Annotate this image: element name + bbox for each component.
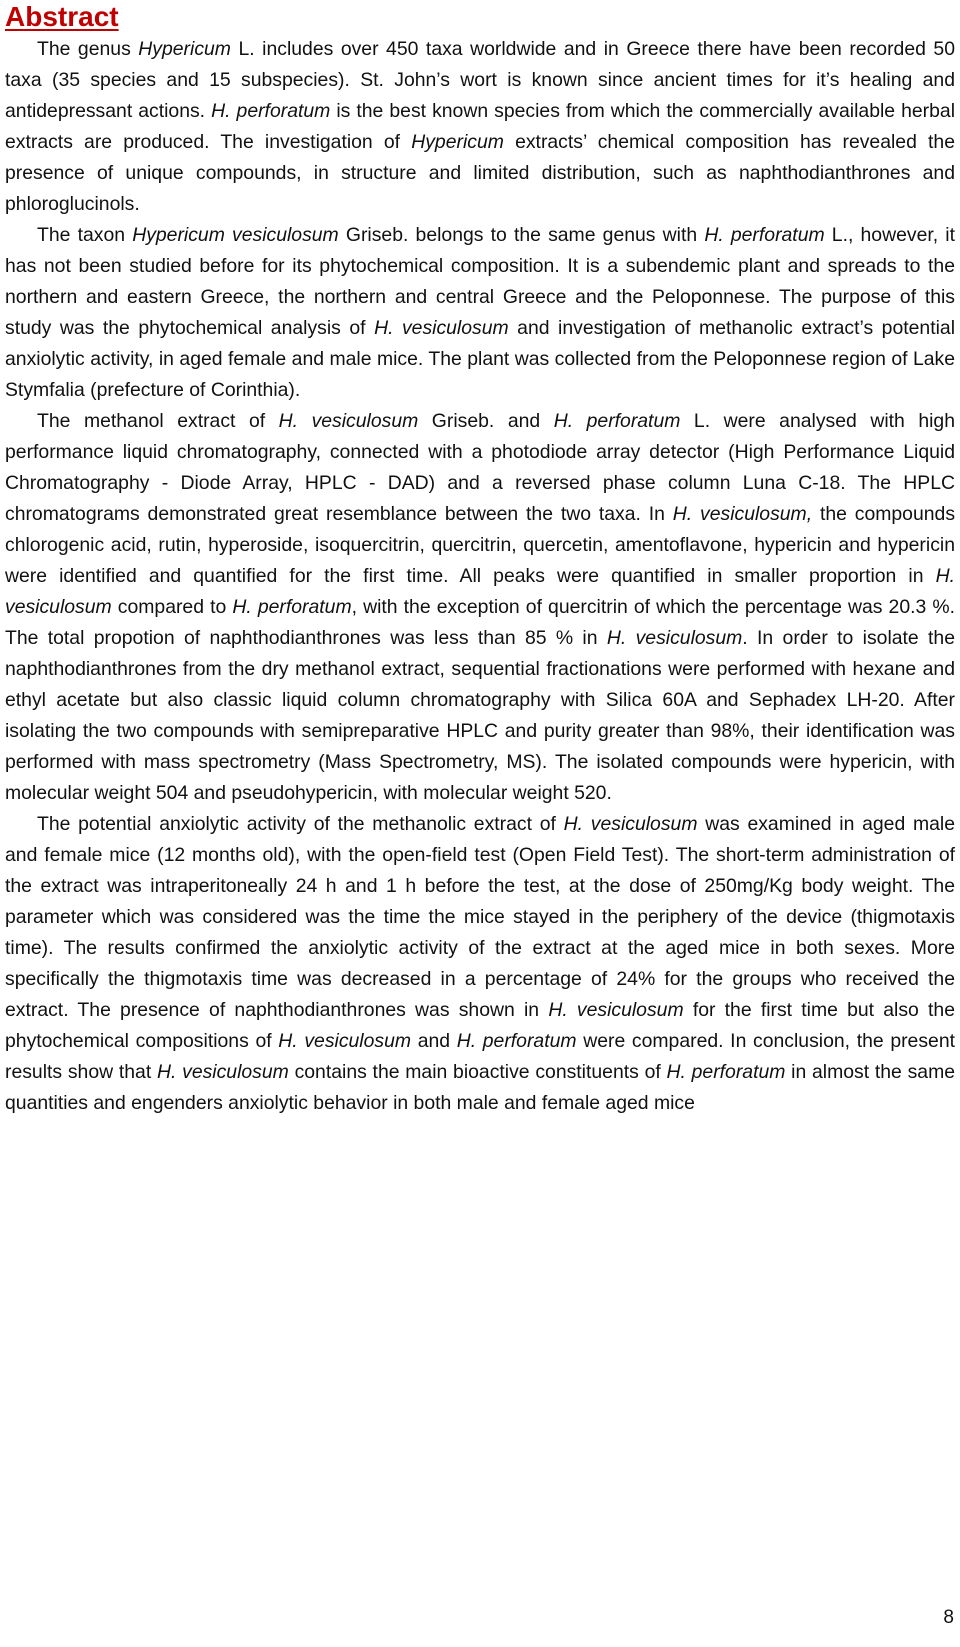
text-run: The genus — [37, 38, 139, 60]
text-run: contains the main bioactive constituents of — [288, 1061, 667, 1083]
text-run: were compared. In conclusion, the present results show that — [5, 1030, 955, 1083]
text-run: is the best known species from which the commercially available herbal extracts are produced. The investigation of — [5, 100, 956, 153]
text-run: was examined in aged male and female mice (12 months old), with the open-field test (Open Field Test). The short-term administration of the extract was intraperitoneally 24 h and 1 h before the test, at the dose of 250mg/Kg body weight. The parameter which was considered was the time the mice stayed in the periphery of the device (thigmotaxis time). The results confirmed the anxiolytic activity of the extract at the aged mice in both sexes. More specifically the thigmotaxis time was decreased in a percentage of 24% for the groups who received the extract. The presence of naphthodianthrones was shown in — [5, 813, 955, 1021]
text-run: L. includes over 450 taxa worldwide and in Greece there have been recorded 50 taxa (35 species and 15 subspecies). St. John’s wort is known since ancient times for it’s healing and antidepressant actions. — [5, 38, 955, 122]
abstract-paragraph-1 — [5, 34, 955, 220]
page-number: 8 — [943, 1607, 954, 1628]
italic-text-run: H. perforatum — [211, 100, 331, 122]
italic-text-run: H. vesiculosum — [5, 565, 955, 618]
text-run: Griseb. and — [418, 410, 554, 432]
italic-text-run: H. perforatum — [553, 410, 681, 432]
text-run: compared to — [111, 596, 233, 618]
text-run: and — [411, 1030, 457, 1052]
text-run: and investigation of methanolic extract’s potential anxiolytic activity, in aged female and male mice. The plant was collected from the Peloponnese region of Lake Stymfalia (prefecture of Corinthia). — [5, 317, 955, 401]
italic-text-run: H. vesiculosum — [156, 1061, 289, 1083]
text-run: L. were analysed with high performance liquid chromatography, connected with a photodiode array detector (High Performance Liquid Chromatography - Diode Array, HPLC - DAD) and a reversed phase column Luna C-18. The HPLC chromatograms demonstrated great resemblance between the two taxa. In — [5, 410, 955, 525]
text-run: , with the exception of quercitrin of which the percentage was 20.3 %. The total propotion of naphthodianthrones was less than 85 % in — [5, 596, 956, 649]
italic-text-run: H. perforatum — [666, 1061, 786, 1083]
text-run: . In order to isolate the naphthodianthrones from the dry methanol extract, sequential fractionations were performed with hexane and ethyl acetate but also classic liquid column chromatography with Silica 60A and Sephadex LH-20. After isolating the two compounds with semipreparative HPLC and purity greater than 98%, their identification was performed with mass spectrometry (Mass Spectrometry, MS). The isolated compounds were hypericin, with molecular weight 504 and pseudohypericin, with molecular weight 520. — [5, 627, 955, 804]
abstract-body — [5, 34, 955, 1119]
italic-text-run: H. vesiculosum — [606, 627, 743, 649]
italic-text-run: Hypericum vesiculosum — [132, 224, 339, 246]
italic-text-run: H. vesiculosum — [563, 813, 698, 835]
text-run: extracts’ chemical composition has revealed the presence of unique compounds, in structure and limited distribution, such as naphthodianthrones and phloroglucinols. — [5, 131, 955, 215]
text-run: The potential anxiolytic activity of the methanolic extract of — [37, 813, 564, 835]
italic-text-run: H. perforatum — [456, 1030, 577, 1052]
italic-text-run: Hypericum — [138, 38, 231, 60]
italic-text-run: Hypericum — [411, 131, 504, 153]
italic-text-run: H. vesiculosum — [278, 1030, 412, 1052]
italic-text-run: H. vesiculosum — [278, 410, 419, 432]
text-run: Griseb. belongs to the same genus with — [338, 224, 705, 246]
text-run: for the first time but also the phytochemical compositions of — [5, 999, 955, 1052]
italic-text-run: H. perforatum — [232, 596, 352, 618]
text-run: the compounds chlorogenic acid, rutin, hyperoside, isoquercitrin, quercitrin, quercetin, amentoflavone, hypericin and hypericin were identified and quantified for the first time. All peaks were quantified in smaller proportion in — [5, 503, 956, 587]
italic-text-run: H. vesiculosum — [374, 317, 509, 339]
italic-text-run: H. perforatum — [704, 224, 825, 246]
abstract-paragraph-4 — [5, 809, 955, 1119]
abstract-heading: Abstract — [5, 1, 119, 32]
abstract-paragraph-2 — [5, 220, 955, 406]
abstract-paragraph-3 — [5, 406, 955, 809]
italic-text-run: H. vesiculosum — [548, 999, 684, 1021]
text-run: L., however, it has not been studied before for its phytochemical composition. It is a subendemic plant and spreads to the northern and eastern Greece, the northern and central Greece and the Peloponnese. The purpose of this study was the phytochemical analysis of — [5, 224, 955, 339]
italic-text-run: H. vesiculosum, — [672, 503, 813, 525]
text-run: The taxon — [37, 224, 133, 246]
text-run: The methanol extract of — [37, 410, 279, 432]
text-run: in almost the same quantities and engenders anxiolytic behavior in both male and female aged mice — [5, 1061, 956, 1114]
